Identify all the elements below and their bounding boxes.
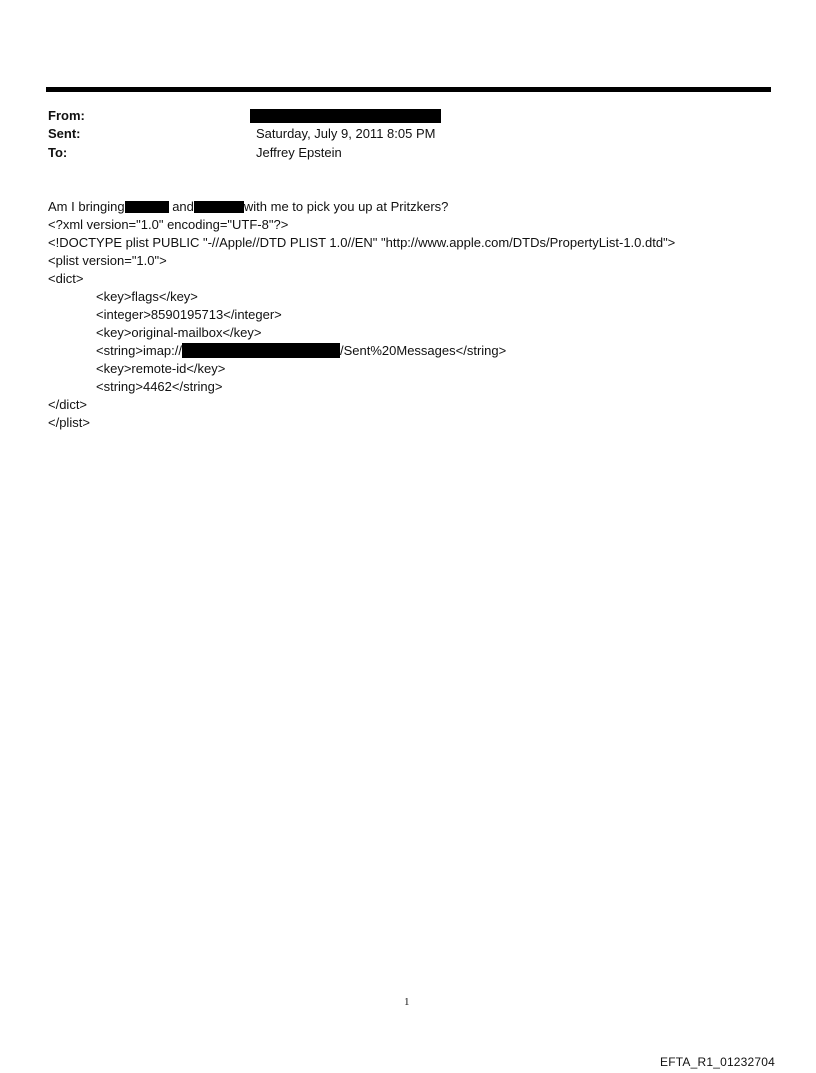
plist-close: </plist>	[48, 415, 90, 430]
redacted-from-value	[250, 109, 441, 123]
string-remote-id: <string>4462</string>	[96, 379, 223, 394]
to-value: Jeffrey Epstein	[256, 145, 342, 160]
redacted-mailbox-host	[182, 343, 340, 358]
integer-flags: <integer>8590195713</integer>	[96, 307, 282, 322]
header-rule	[46, 87, 771, 92]
mailbox-text-part: /Sent%20Messages</string>	[340, 343, 507, 358]
xml-declaration: <?xml version="1.0" encoding="UTF-8"?>	[48, 217, 289, 232]
dict-close: </dict>	[48, 397, 88, 412]
message-text-part: with me to pick you up at Pritzkers?	[243, 199, 449, 214]
string-original-mailbox	[48, 342, 675, 360]
plist-open: <plist version="1.0">	[48, 253, 167, 268]
key-flags: <key>flags</key>	[96, 289, 198, 304]
key-original-mailbox: <key>original-mailbox</key>	[96, 325, 262, 340]
doctype-line: <!DOCTYPE plist PUBLIC "-//Apple//DTD PLIST 1.0//EN" "http://www.apple.com/DTDs/PropertyList-1.0.dtd">	[48, 235, 676, 250]
message-first-line	[48, 198, 675, 216]
redacted-name	[125, 201, 169, 213]
dict-open: <dict>	[48, 271, 84, 286]
sent-value: Saturday, July 9, 2011 8:05 PM	[256, 126, 436, 141]
message-text-part: Am I bringing	[48, 199, 125, 214]
page-number: 1	[404, 996, 410, 1008]
document-id: EFTA_R1_01232704	[660, 1055, 776, 1069]
message-text-part: and	[168, 199, 194, 214]
redacted-name	[194, 201, 244, 213]
sent-label: Sent:	[48, 126, 81, 141]
key-remote-id: <key>remote-id</key>	[96, 361, 226, 376]
from-label: From:	[48, 108, 85, 123]
to-label: To:	[48, 145, 68, 160]
mailbox-text-part: <string>imap://	[96, 343, 182, 358]
message-body	[48, 198, 675, 432]
